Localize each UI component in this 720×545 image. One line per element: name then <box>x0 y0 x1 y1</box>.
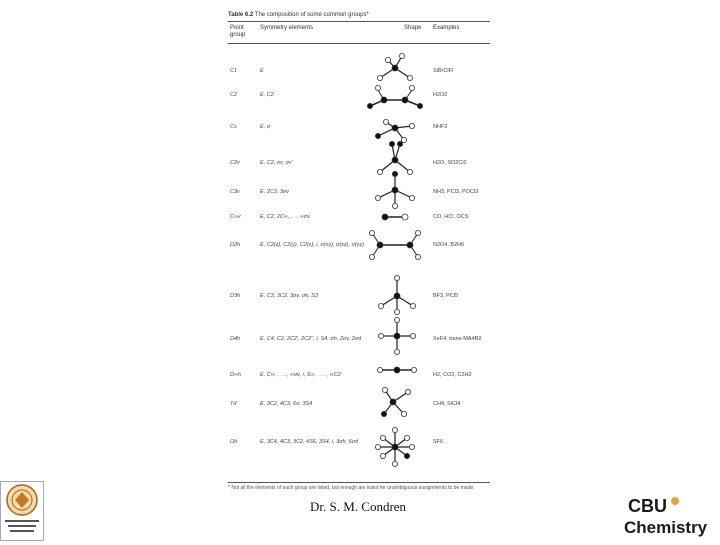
university-seal <box>0 481 44 541</box>
table-caption-number: Table 6.2 <box>228 12 254 18</box>
header-symmetry: Symmetry elements <box>260 25 314 31</box>
row-examples: CH4, SiCl4 <box>433 401 461 407</box>
row-point-group: C2v <box>230 160 240 166</box>
row-symmetry-elements: E, 2C3, 3σv <box>260 189 289 195</box>
row-symmetry-elements: E, C2, 2C∞, . . . ∞σv <box>260 214 310 220</box>
cbu-chemistry-logo <box>622 493 718 539</box>
row-point-group: D∞h <box>230 372 241 378</box>
row-symmetry-elements: E, C2 <box>260 92 274 98</box>
row-symmetry-elements: E, C3, 3C2, 3σv, σh, S3 <box>260 293 318 299</box>
row-examples: NHF2 <box>433 124 448 130</box>
row-point-group: D3h <box>230 293 241 299</box>
row-point-group: C1 <box>230 68 238 74</box>
row-examples: N2O4, B2H6 <box>433 242 465 248</box>
table-footnote: * Not all the elements of each group are listed, but enough are listed for unambiguous assignments to be made. <box>228 485 475 491</box>
header-point-group: Point group <box>230 25 246 38</box>
row-point-group: Cs <box>230 124 237 130</box>
row-point-group: Td <box>230 401 237 407</box>
table-caption-text: The composition of some common groups* <box>254 12 369 18</box>
row-examples: SiBrClFI <box>433 68 454 74</box>
row-examples: H2, CO2, C2H2 <box>433 372 472 378</box>
row-point-group: C∞v <box>230 214 241 220</box>
row-point-group: D4h <box>230 336 241 342</box>
row-point-group: C2 <box>230 92 238 98</box>
row-examples: CO, HCl, OCS <box>433 214 469 220</box>
header-shape: Shape <box>404 25 422 31</box>
row-symmetry-elements: E, σ <box>260 124 271 130</box>
row-examples: NH3, PCl3, POCl3 <box>433 189 479 195</box>
row-point-group: Oh <box>230 439 238 445</box>
row-examples: BF3, PCl5 <box>433 293 459 299</box>
row-symmetry-elements: E <box>260 68 264 74</box>
row-examples: XeF4, trans-MA4B2 <box>433 336 482 342</box>
row-examples: SF6 <box>433 439 444 445</box>
header-examples: Examples <box>433 25 460 31</box>
row-symmetry-elements: E, C4, C2, 2C2', 2C2'', i, S4, σh, 2σv, 2σd <box>260 336 362 342</box>
row-symmetry-elements: E, C∞, . . . , ∞σv, i, S∞, . . . , ∞C2 <box>260 372 341 378</box>
row-examples: H2O, SO2Cl2 <box>433 160 467 166</box>
row-symmetry-elements: E, 3C4, 4C3, 3C2, 4S6, 3S4, i, 3σh, 6σd <box>260 439 359 445</box>
row-symmetry-elements: E, C2(z), C2(y), C2(x), i, σ(xy), σ(xz), σ(yz) <box>260 242 365 248</box>
logo-chemistry-text: Chemistry <box>624 518 708 537</box>
cbu-chemistry-logo-icon <box>622 493 718 539</box>
row-symmetry-elements: E, C2, σv, σv' <box>260 160 293 166</box>
row-point-group: D2h <box>230 242 241 248</box>
row-examples: H2O2 <box>433 92 448 98</box>
row-symmetry-elements: E, 3C2, 4C3, 6σ, 3S4 <box>260 401 313 407</box>
seal-emblem-icon <box>1 482 43 540</box>
logo-cbu-text: CBU <box>628 496 667 516</box>
row-point-group: C3v <box>230 189 240 195</box>
author-name: Dr. S. M. Condren <box>310 499 407 514</box>
